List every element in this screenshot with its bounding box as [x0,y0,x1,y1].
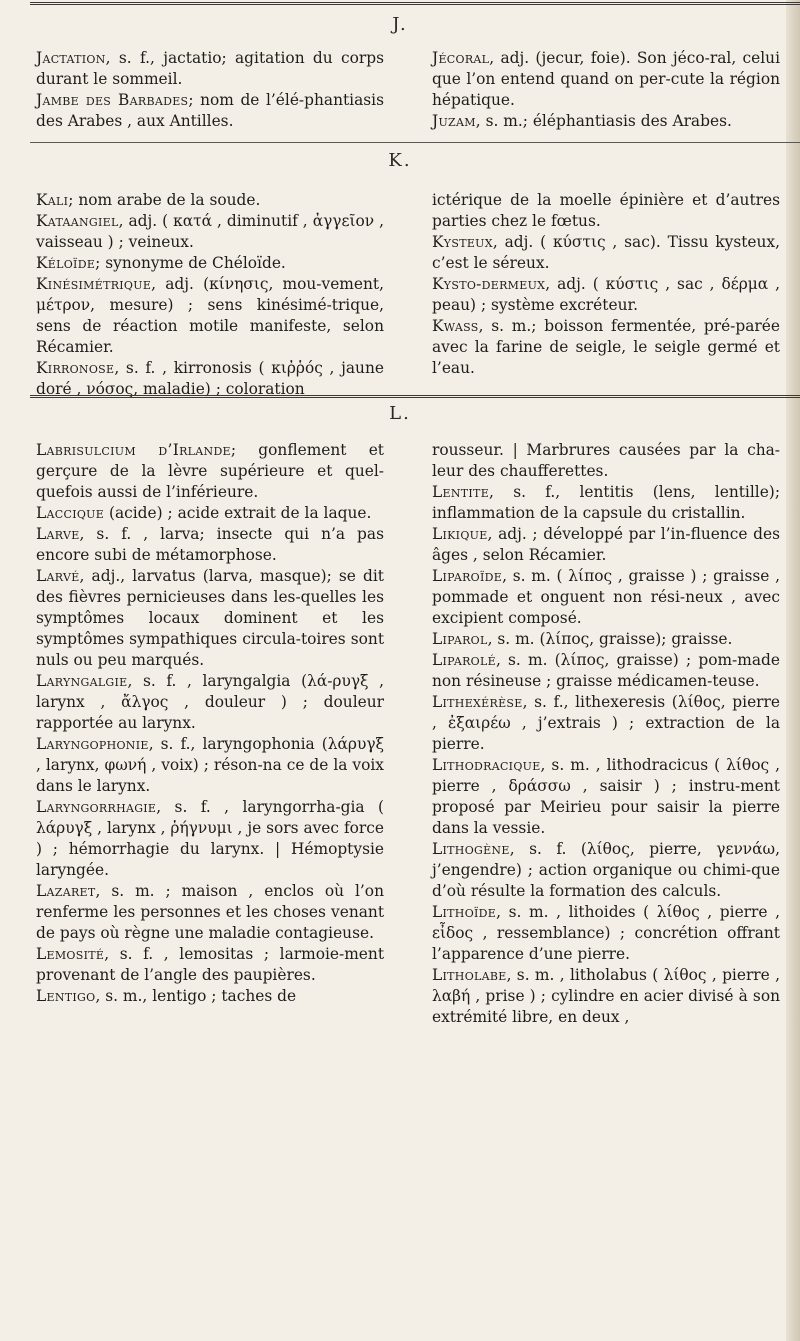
entry-headword: Kirronose [36,359,115,377]
dictionary-entry [432,902,780,965]
dictionary-entry [36,671,384,734]
entry-headword: Laryngalgie [36,672,128,690]
dictionary-entry [36,358,384,400]
entry-headword: Kéloïde [36,254,96,272]
entry-headword: Jactation [36,49,106,67]
entry-definition: , s. m.; boisson fermentée, pré-parée avec la farine de seigle, le seigle germé et l’eau. [432,317,780,377]
entry-definition: (acide) ; acide extrait de la laque. [104,504,372,522]
dictionary-entry [36,524,384,566]
dictionary-entry [36,90,384,132]
section-l-right-column [432,440,780,1028]
section-letter-k: K. [388,150,412,171]
entry-definition: , s. m. , lithoides ( λίθος , pierre , εἶδος , ressemblance) ; concrétion offrant l’apparence d’une pierre. [432,903,780,963]
entry-definition: ; synonyme de Chéloïde. [95,254,286,272]
dictionary-entry [36,211,384,253]
entry-headword: Likique [432,525,488,543]
entry-headword: Kataangiel [36,212,119,230]
entry-definition: , adj., larvatus (larva, masque); se dit des fièvres pernicieuses dans les-quelles les symptômes locaux dominent et les symptômes sympathiques circula-toires sont nuls ou peu marqués. [36,567,384,669]
section-k-right-column [432,190,780,379]
entry-headword: Jambe des Barbades [36,91,189,109]
entry-definition: , s. f. (λίθος, pierre, γεννάω, j’engendre) ; action organique ou chimi-que d’où résulte la formation des calculs. [432,840,780,900]
entry-headword: Laccique [36,504,105,522]
dictionary-entry [432,566,780,629]
dictionary-entry [36,797,384,881]
entry-headword: Litholabe [432,966,507,984]
entry-headword: Larvé [36,567,80,585]
dictionary-entry [432,524,780,566]
entry-definition: ictérique de la moelle épinière et d’autres parties chez le fœtus. [432,191,780,230]
entry-definition: ; gonflement et gerçure de la lèvre supérieure et quel-quefois aussi de l’inférieure. [36,441,384,501]
dictionary-entry [36,986,384,1007]
dictionary-entry [432,111,780,132]
section-letter-j: J. [392,14,408,35]
dictionary-entry [432,692,780,755]
entry-headword: Liparol [432,630,488,648]
entry-definition: , s. m. , lithodracicus ( λίθος , pierre , δράσσω , saisir ) ; instru-ment proposé par Meirieu pour saisir la pierre dans la vessie. [432,756,780,837]
dictionary-entry [36,190,384,211]
top-rule [30,2,800,5]
entry-definition: , s. m. ; maison , enclos où l’on renferme les personnes et les choses venant de pays où règne une maladie contagieuse. [36,882,384,942]
dictionary-entry [36,48,384,90]
entry-headword: Juzam [432,112,476,130]
entry-definition: , s. m. ( λίπος , graisse ) ; graisse , pommade et onguent non rési-neux , avec excipient composé. [432,567,780,627]
entry-definition: , adj. ( κύστις , sac). Tissu kysteux, c’est le séreux. [432,233,780,272]
entry-definition: , adj. ; développé par l’in-fluence des âges , selon Récamier. [432,525,780,564]
dictionary-entry [36,503,384,524]
entry-definition: rousseur. | Marbrures causées par la cha-leur des chaufferettes. [432,441,780,480]
dictionary-entry [36,566,384,671]
entry-definition: , adj. ( κατά , diminutif , ἀγγεῖον , vaisseau ) ; veineux. [36,212,384,251]
page-edge [786,0,800,1341]
entry-headword: Lazaret [36,882,96,900]
dictionary-entry [432,482,780,524]
entry-headword: Jécoral [432,49,490,67]
dictionary-entry [432,965,780,1028]
dictionary-entry [432,650,780,692]
section-letter-l: L. [389,403,411,424]
entry-definition: , s. f. , laryngalgia (λά-ρυγξ , larynx , ἄλγος , douleur ) ; douleur rapportée au larynx. [36,672,384,732]
dictionary-entry [432,48,780,111]
entry-headword: Lentigo [36,987,96,1005]
dictionary-entry [36,253,384,274]
entry-headword: Kali [36,191,69,209]
entry-headword: Lemosité [36,945,105,963]
entry-definition: , s. m. (λίπος, graisse); graisse. [487,630,733,648]
dictionary-entry [432,274,780,316]
entry-definition: , adj. (κίνησις, mou-vement, μέτρον, mesure) ; sens kinésimé-trique, sens de réaction motile manifeste, selon Récamier. [36,275,384,356]
dictionary-entry [36,440,384,503]
entry-definition: , s. f., jactatio; agitation du corps durant le sommeil. [36,49,384,88]
entry-headword: Lithoïde [432,903,497,921]
dictionary-entry [36,274,384,358]
entry-definition: , s. m., lentigo ; taches de [95,987,297,1005]
entry-definition: , s. m.; éléphantiasis des Arabes. [475,112,732,130]
dictionary-entry [432,755,780,839]
section-rule-l [30,395,800,398]
dictionary-entry [432,316,780,379]
entry-definition: , s. f. , laryngorrha-gia ( λάρυγξ , larynx , ῥήγνυμι , je sors avec force ) ; hémorrhagie du larynx. | Hémoptysie laryngée. [36,798,384,879]
dictionary-entry [36,881,384,944]
entry-definition: , adj. ( κύστις , sac , δέρμα , peau) ; système excréteur. [432,275,780,314]
entry-headword: Kwass [432,317,479,335]
entry-definition: , s. f. , kirronosis ( κιῤῥός , jaune doré , νόσος, maladie) ; coloration [36,359,384,398]
entry-definition: , s. f., lithexeresis (λίθος, pierre , ἐξαιρέω , j’extrais ) ; extraction de la pierre. [432,693,780,753]
entry-headword: Kinésimétrique [36,275,152,293]
entry-headword: Kysto-dermeux [432,275,546,293]
entry-headword: Lithogène [432,840,510,858]
section-k-left-column [36,190,384,400]
entry-headword: Liparoïde [432,567,503,585]
dictionary-entry [36,944,384,986]
entry-definition: , s. m. (λίπος, graisse) ; pom-made non résineuse ; graisse médicamen-teuse. [432,651,780,690]
entry-definition: ; nom de l’élé-phantiasis des Arabes , aux Antilles. [36,91,384,130]
entry-definition: , s. f. , larva; insecte qui n’a pas encore subi de métamorphose. [36,525,384,564]
dictionary-entry [432,839,780,902]
entry-headword: Lentite [432,483,490,501]
dictionary-entry [432,190,780,232]
section-j-left-column [36,48,384,132]
entry-definition: , s. f., lentitis (lens, lentille); inflammation de la capsule du cristallin. [432,483,780,522]
dictionary-entry [432,440,780,482]
section-rule-k [30,142,800,143]
entry-headword: Labrisulcium d’Irlande [36,441,231,459]
entry-headword: Lithodracique [432,756,541,774]
entry-headword: Liparolé [432,651,496,669]
entry-definition: , adj. (jecur, foie). Son jéco-ral, celui que l’on entend quand on per-cute la région hépatique. [432,49,780,109]
entry-headword: Lithexérèse [432,693,523,711]
section-l-left-column [36,440,384,1007]
dictionary-entry [432,232,780,274]
entry-definition: ; nom arabe de la soude. [68,191,261,209]
entry-definition: , s. f. , lemositas ; larmoie-ment provenant de l’angle des paupières. [36,945,384,984]
entry-headword: Laryngophonie [36,735,149,753]
entry-headword: Larve [36,525,80,543]
dictionary-entry [432,629,780,650]
entry-definition: , s. f., laryngophonia (λάρυγξ , larynx, φωνή , voix) ; réson-na ce de la voix dans le larynx. [36,735,384,795]
entry-headword: Laryngorrhagie [36,798,157,816]
section-j-right-column [432,48,780,132]
dictionary-entry [36,734,384,797]
entry-definition: , s. m. , litholabus ( λίθος , pierre , λαβή , prise ) ; cylindre en acier divisé à son extrémité libre, en deux , [432,966,780,1026]
entry-headword: Kysteux [432,233,493,251]
